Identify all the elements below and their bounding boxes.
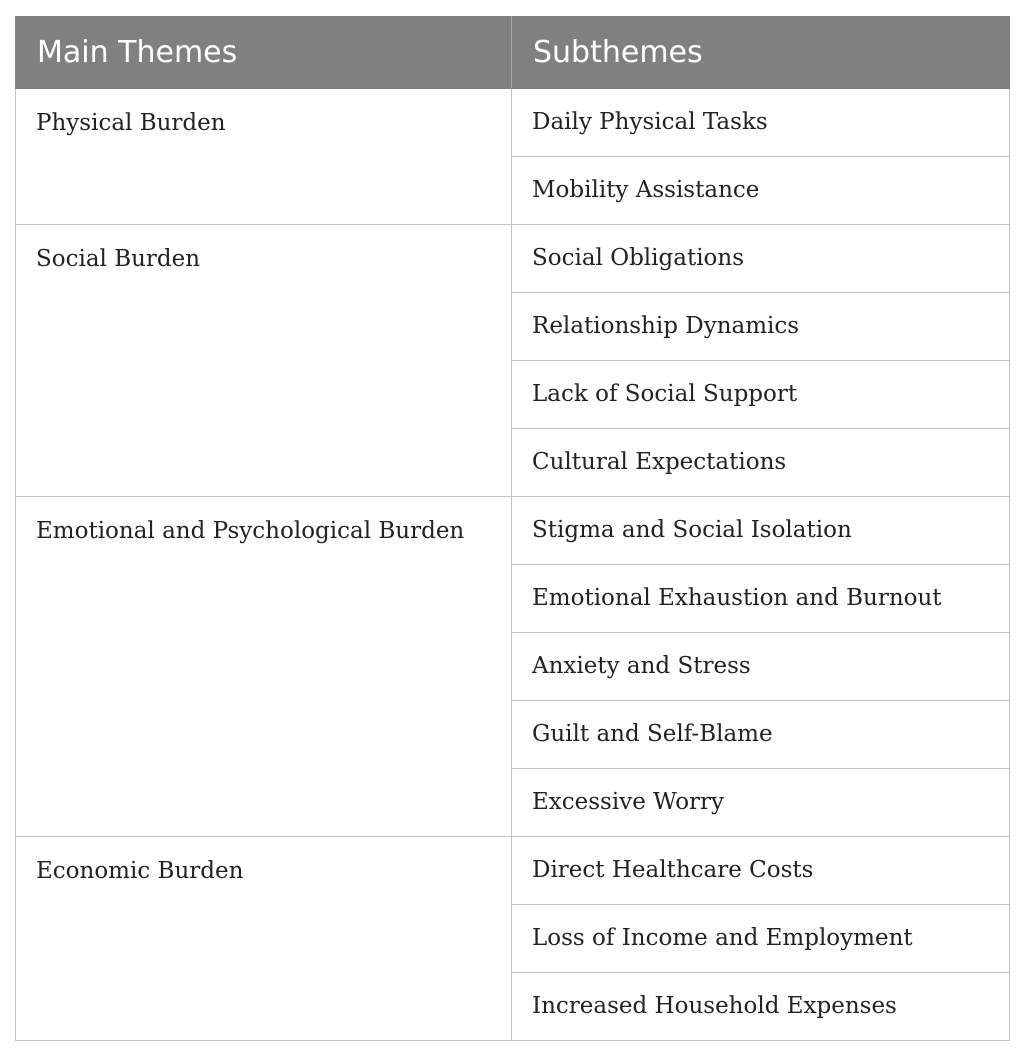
main-theme-cell: Economic Burden (16, 837, 512, 1041)
subtheme-cell: Social Obligations (512, 225, 1010, 293)
main-themes-header: Main Themes (16, 17, 512, 89)
table-row (16, 497, 1010, 565)
subtheme-cell: Mobility Assistance (512, 157, 1010, 225)
subtheme-cell: Anxiety and Stress (512, 633, 1010, 701)
subtheme-cell: Lack of Social Support (512, 361, 1010, 429)
subtheme-cell: Relationship Dynamics (512, 293, 1010, 361)
subtheme-cell: Emotional Exhaustion and Burnout (512, 565, 1010, 633)
subtheme-cell: Stigma and Social Isolation (512, 497, 1010, 565)
subtheme-cell: Direct Healthcare Costs (512, 837, 1010, 905)
themes-table (15, 16, 1010, 1041)
subtheme-cell: Excessive Worry (512, 769, 1010, 837)
main-theme-cell: Emotional and Psychological Burden (16, 497, 512, 837)
subtheme-cell: Cultural Expectations (512, 429, 1010, 497)
main-theme-cell: Physical Burden (16, 89, 512, 225)
subthemes-header: Subthemes (512, 17, 1010, 89)
main-theme-cell: Social Burden (16, 225, 512, 497)
header-row (16, 17, 1010, 89)
table-row (16, 225, 1010, 293)
table-row (16, 89, 1010, 157)
subtheme-cell: Daily Physical Tasks (512, 89, 1010, 157)
table-row (16, 837, 1010, 905)
subtheme-cell: Loss of Income and Employment (512, 905, 1010, 973)
subtheme-cell: Increased Household Expenses (512, 973, 1010, 1041)
subtheme-cell: Guilt and Self-Blame (512, 701, 1010, 769)
